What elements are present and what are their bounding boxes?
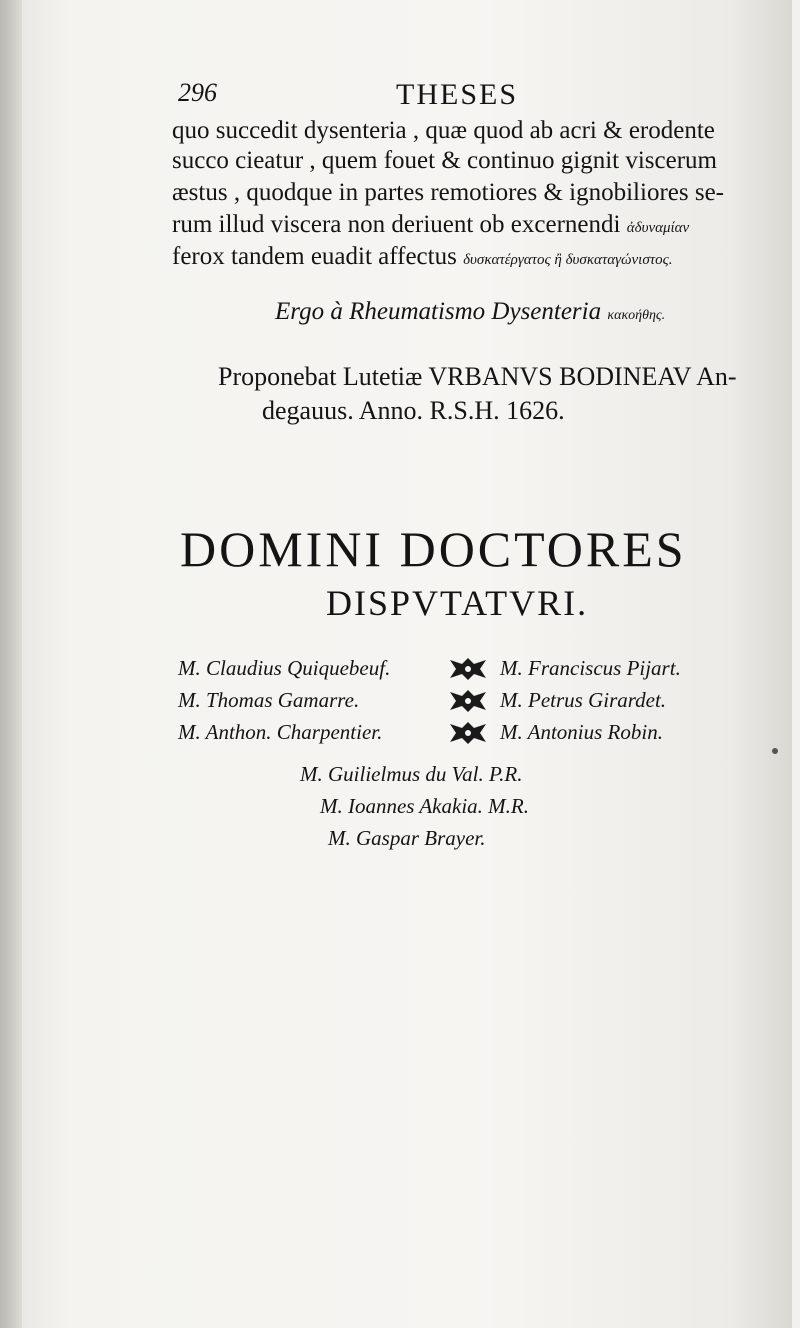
body-line-1: quo succedit dysenteria , quæ quod ab acri & erodente [172,117,715,144]
proposition-line-1: Proponebat Lutetiæ VRBANVS BODINEAV An- [218,362,737,391]
page-gutter [0,0,22,1328]
body-line-4 [172,210,762,243]
doctor-left-1: M. Claudius Quiquebeuf. [178,656,391,680]
fleuron-ornament-icon [440,656,496,682]
body-line-5-text: ferox tandem euadit affectus [172,243,457,270]
doctor-center-2: M. Ioannes Akakia. M.R. [320,794,529,818]
running-head: THESES [396,78,519,111]
greek-phrase-1: ἀδυναμίαν [626,220,690,236]
doctor-right-3: M. Antonius Robin. [500,720,663,744]
section-title: DOMINI DOCTORES [180,521,687,577]
page-header [178,78,758,118]
conclusion-greek: κακοήθης. [607,308,666,323]
doctor-left-2: M. Thomas Gamarre. [178,688,360,712]
conclusion [275,298,665,326]
section-subtitle: DISPVTATVRI. [326,583,589,623]
greek-phrase-2: δυσκατέργατος ἢ δυσκαταγώνιστος. [463,252,673,268]
body-line-2: succo cieatur , quem fouet & continuo gignit viscerum [172,147,717,174]
body-line-3: æstus , quodque in partes remotiores & ignobiliores se- [172,179,725,206]
page-number: 296 [178,78,217,107]
conclusion-text: Ergo à Rheumatismo Dysenteria [275,298,602,325]
doctor-right-1: M. Franciscus Pijart. [500,656,681,680]
fleuron-ornament-icon [440,720,496,746]
body-line-4-text: rum illud viscera non deriuent ob excernendi [172,211,621,238]
body-line-5 [172,242,762,275]
doctor-center-1: M. Guilielmus du Val. P.R. [300,762,523,786]
proposition-line-2: degauus. Anno. R.S.H. 1626. [262,396,565,425]
ink-spot [772,748,778,754]
doctor-left-3: M. Anthon. Charpentier. [178,720,383,744]
fleuron-ornament-icon [440,688,496,714]
doctor-center-3: M. Gaspar Brayer. [328,826,486,850]
doctor-right-2: M. Petrus Girardet. [500,688,667,712]
